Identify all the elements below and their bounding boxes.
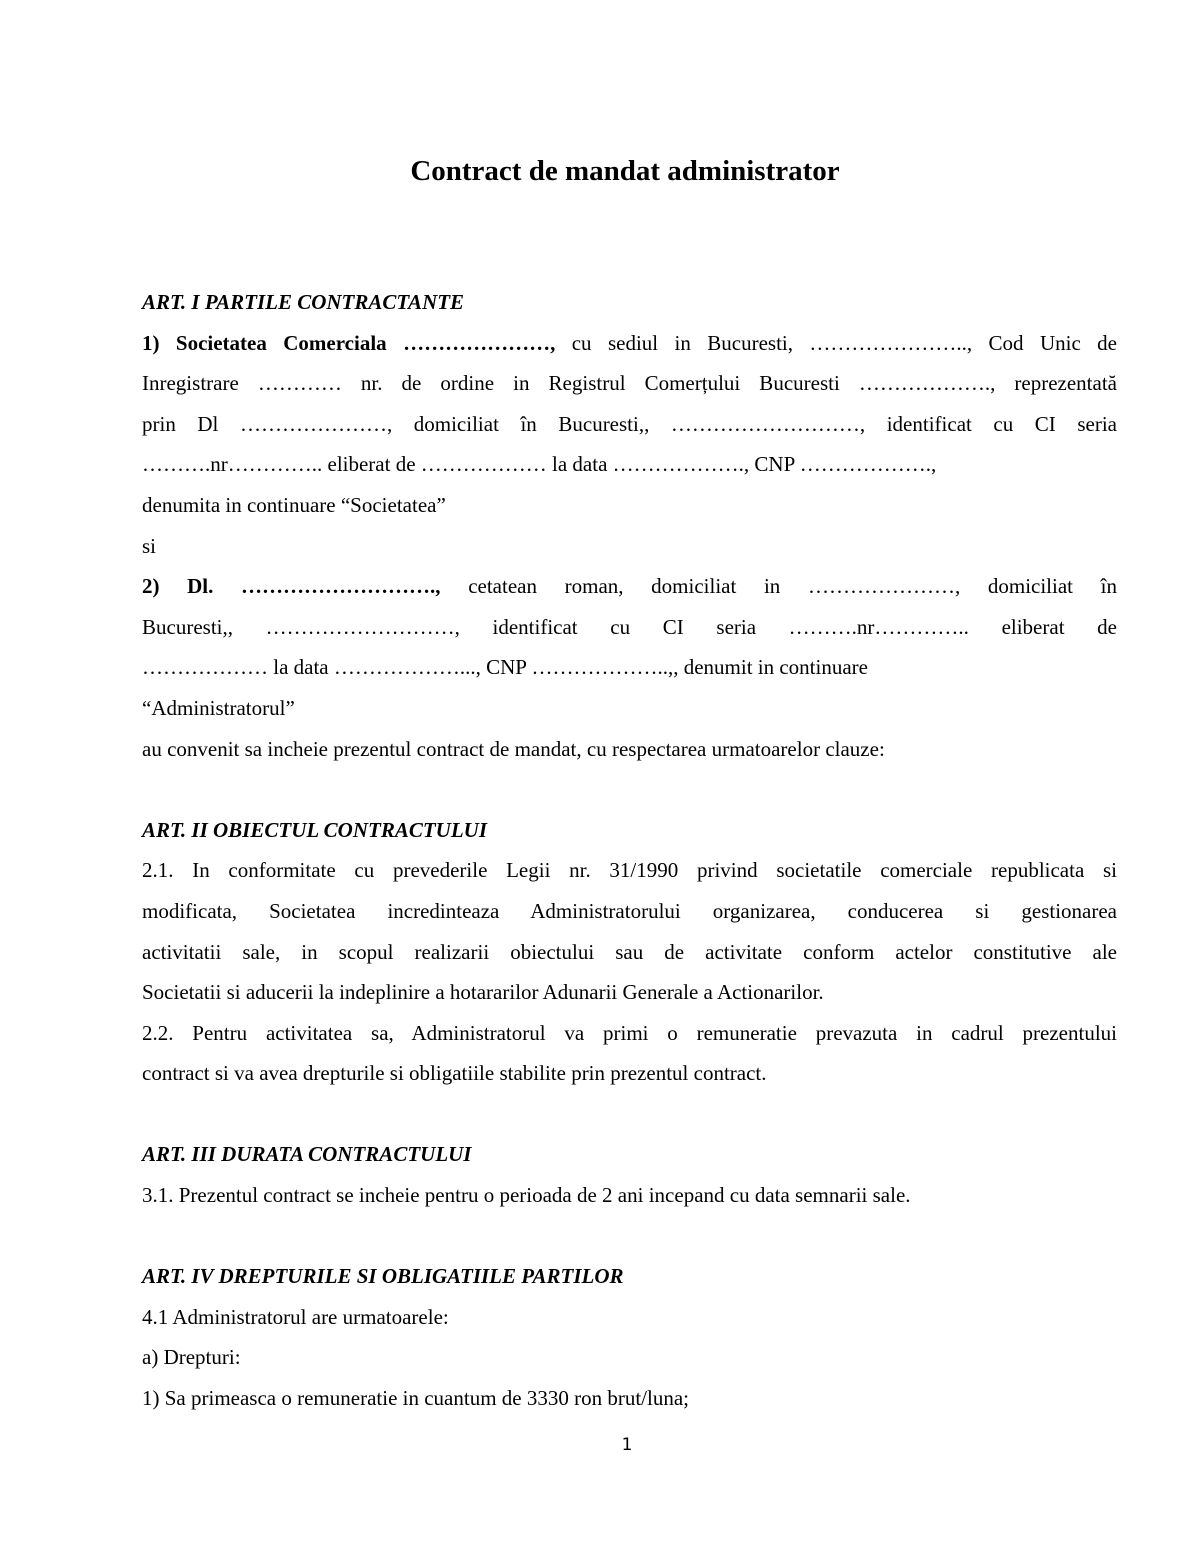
article-1-paragraph-1-line-3: prin Dl …………………, domiciliat în Bucuresti,, ………………………, identificat cu CI seria (142, 411, 1117, 436)
spacer (142, 769, 1117, 810)
article-2-line-4: Societatii si aducerii la indeplinire a hotararilor Adunarii Generale a Actionarilor. (142, 980, 824, 1005)
article-1-paragraph-3: au convenit sa incheie prezentul contract de mandat, cu respectarea urmatoarelor clauze: (142, 736, 885, 761)
spacer (142, 1094, 1117, 1135)
spacer (142, 1216, 1117, 1257)
party-1-label: 1) Societatea Comerciala …………………, (142, 330, 556, 355)
party-1-line-1-text: cu sediul in Bucuresti, ………………….., Cod Unic de (555, 330, 1117, 355)
article-2-line-6: contract si va avea drepturile si obligatiile stabilite prin prezentul contract. (142, 1061, 767, 1086)
article-1-paragraph-2-line-2: Bucuresti,, ………………………, identificat cu CI seria ……….nr………….. eliberat de (142, 614, 1117, 639)
article-2-heading: ART. II OBIECTUL CONTRACTULUI (142, 817, 488, 842)
conjunction-si: si (142, 533, 157, 558)
article-4-line-1: 4.1 Administratorul are urmatoarele: (142, 1304, 449, 1329)
party-2-line-1-text: cetatean roman, domiciliat in …………………, domiciliat în (440, 574, 1117, 599)
page-number: 1 (621, 1435, 633, 1455)
article-1-paragraph-1-line-5: denumita in continuare “Societatea” (142, 492, 446, 517)
article-4-line-2: a) Drepturi: (142, 1345, 241, 1370)
article-2-line-1: 2.1. In conformitate cu prevederile Legii nr. 31/1990 privind societatile comerciale republicata si (142, 858, 1117, 883)
article-1-paragraph-1-line-2: Inregistrare ………… nr. de ordine in Registrul Comerțului Bucuresti ………………., reprezentată (142, 371, 1117, 396)
article-1-paragraph-2-line-4: “Administratorul” (142, 695, 295, 720)
article-3-line-1: 3.1. Prezentul contract se incheie pentru o perioada de 2 ani incepand cu data semnarii sale. (142, 1183, 911, 1208)
article-2-line-3: activitatii sale, in scopul realizarii obiectului sau de activitate conform actelor constitutive ale (142, 939, 1117, 964)
article-2-line-5: 2.2. Pentru activitatea sa, Administratorul va primi o remuneratie prevazuta in cadrul prezentului (142, 1020, 1117, 1045)
document-body (142, 282, 1117, 1419)
article-3-heading: ART. III DURATA CONTRACTULUI (142, 1142, 472, 1167)
article-1-paragraph-1-line-4: ……….nr………….. eliberat de ……………… la data ………………., CNP ………………., (142, 452, 937, 477)
article-4-heading: ART. IV DREPTURILE SI OBLIGATIILE PARTILOR (142, 1264, 624, 1289)
party-2-label: 2) Dl. ………………………., (142, 574, 441, 599)
article-1-heading: ART. I PARTILE CONTRACTANTE (142, 290, 465, 314)
article-1-paragraph-2-line-3: ……………… la data ………………..., CNP ………………..,, denumit in continuare (142, 655, 868, 680)
document-title: Contract de mandat administrator (410, 155, 840, 187)
article-1-paragraph-2-line-1 (142, 566, 1117, 607)
article-1-paragraph-1-line-1 (142, 323, 1117, 364)
article-2-line-2: modificata, Societatea incredinteaza Administratorului organizarea, conducerea si gestionarea (142, 898, 1117, 923)
article-4-line-3: 1) Sa primeasca o remuneratie in cuantum de 3330 ron brut/luna; (142, 1386, 689, 1411)
